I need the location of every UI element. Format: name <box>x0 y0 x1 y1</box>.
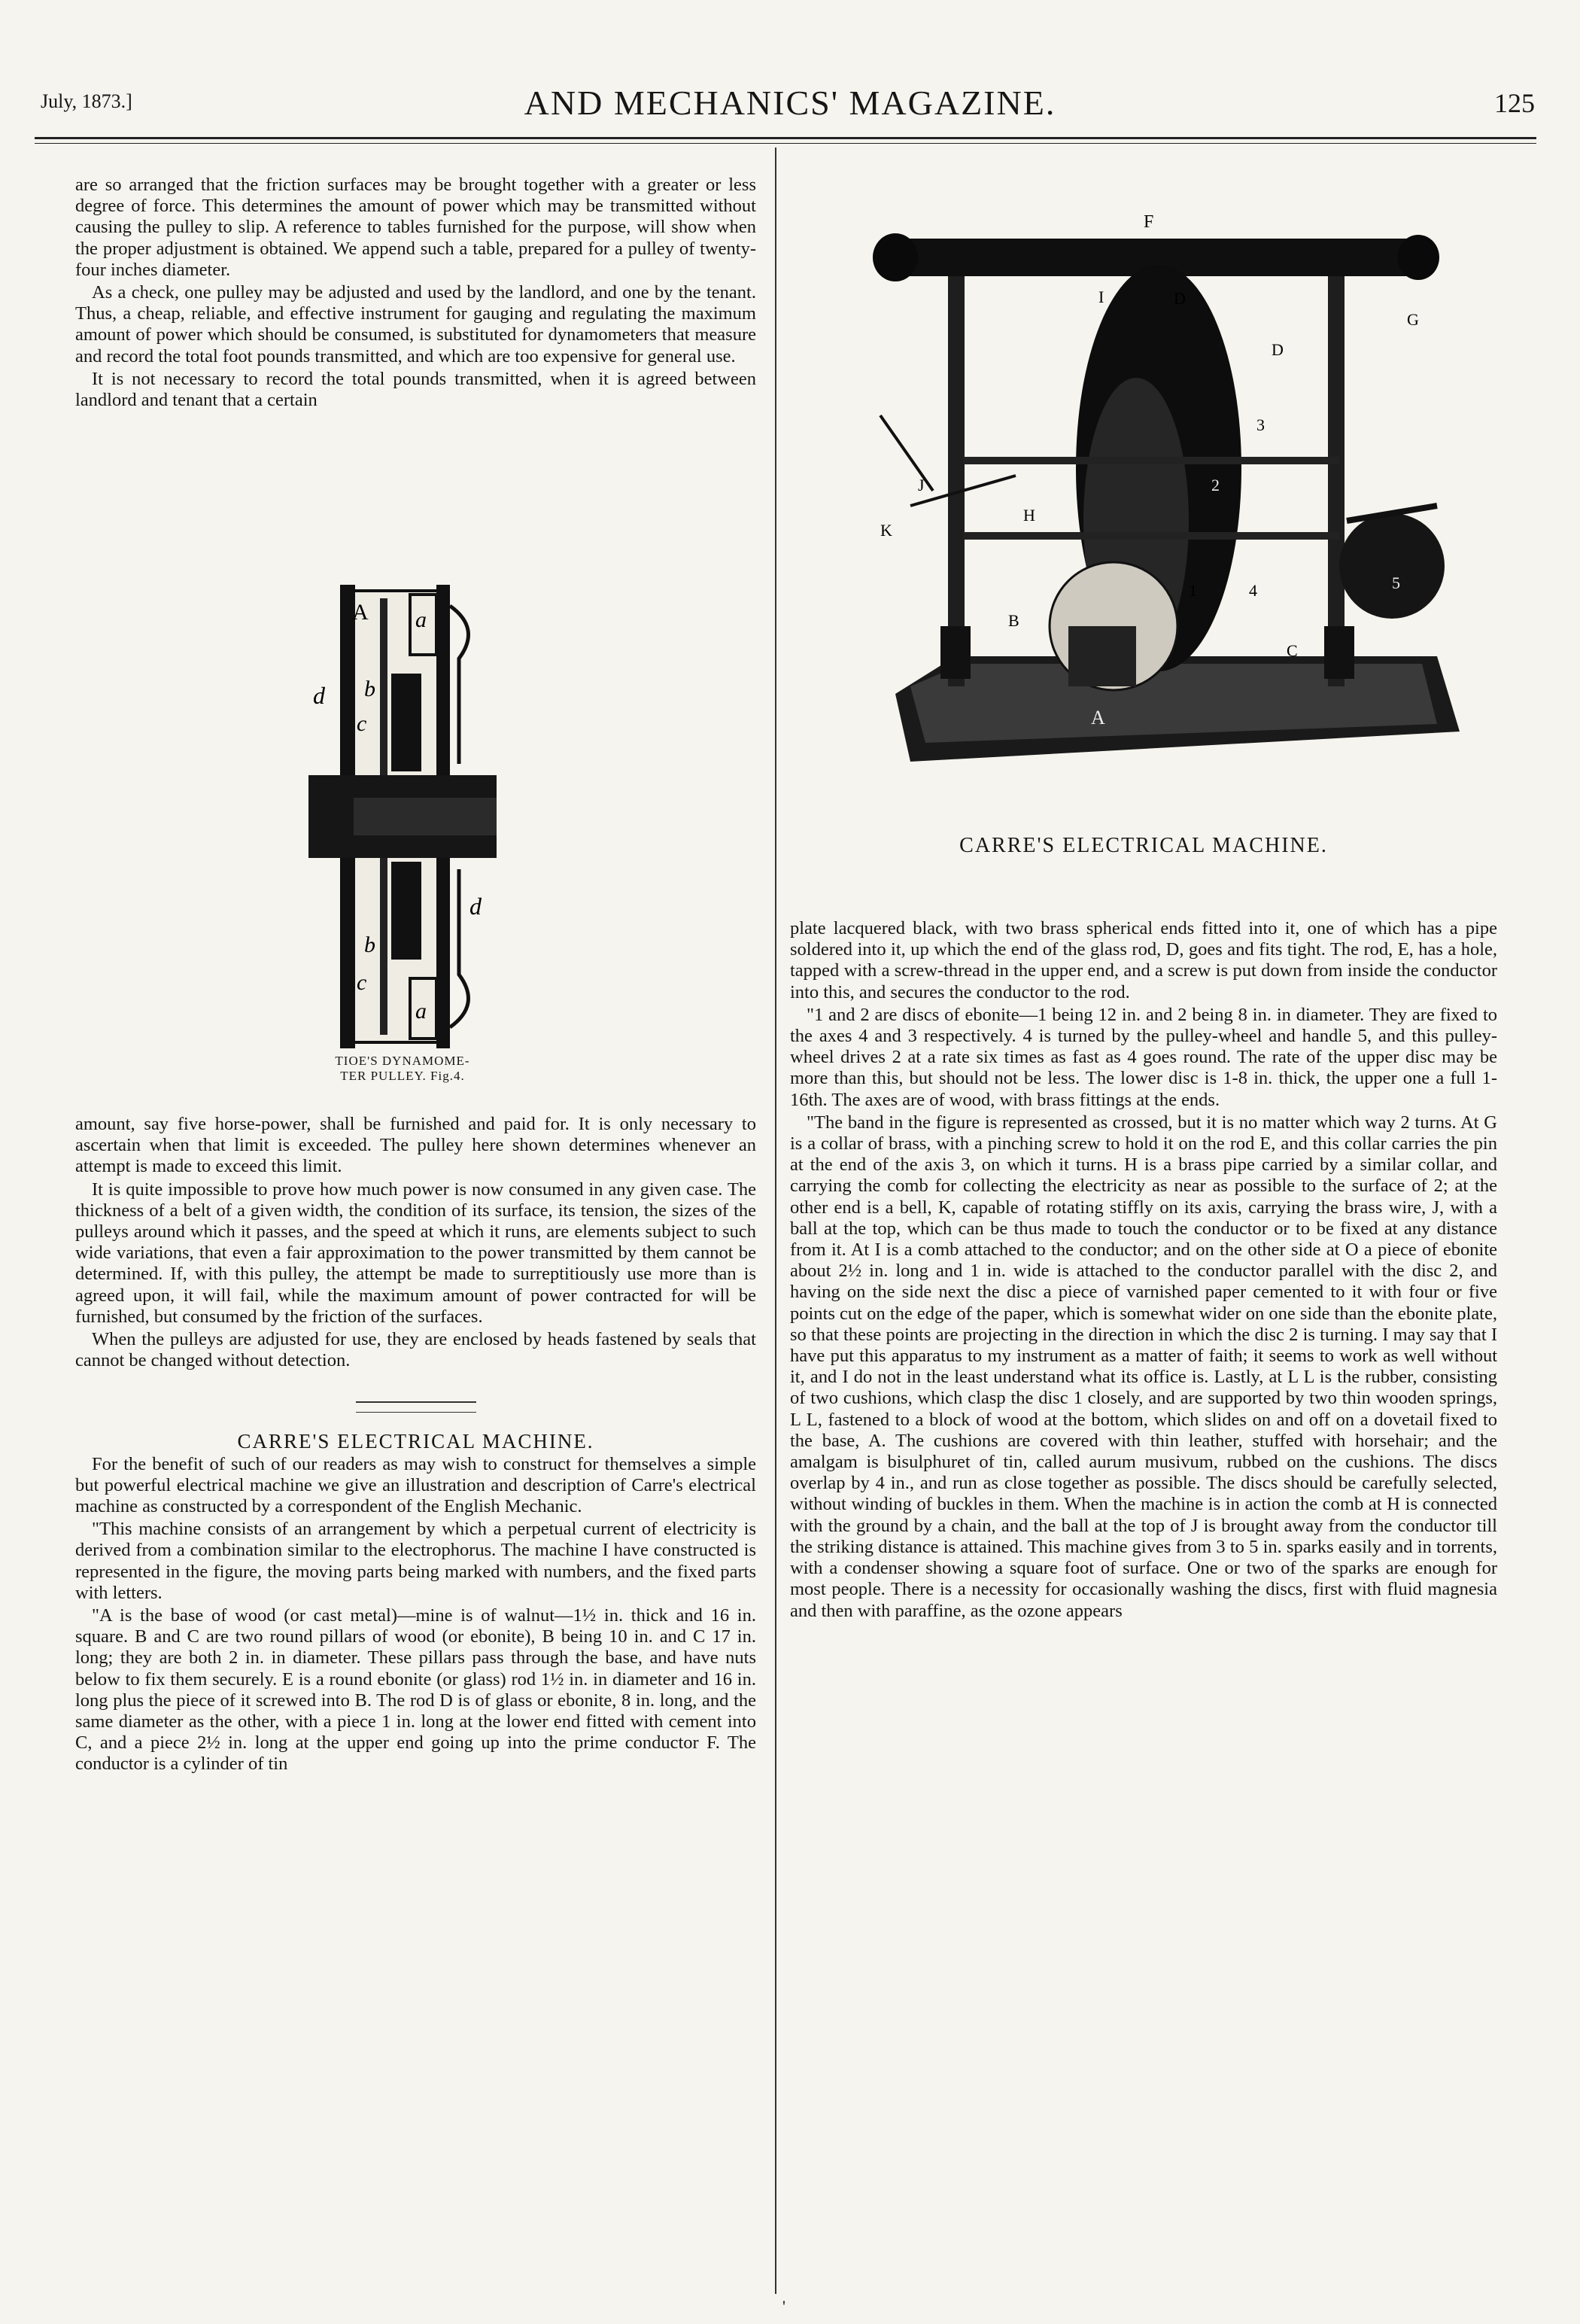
column-divider <box>775 148 776 2294</box>
machine-label-5: 5 <box>1392 573 1400 592</box>
dynamometer-pulley-figure <box>308 583 497 1050</box>
machine-label-G: G <box>1407 310 1419 329</box>
fig4-label-c: c <box>357 711 367 736</box>
page-number: 125 <box>1494 88 1535 118</box>
fig4-label-b: b <box>364 677 375 701</box>
machine-label-F: F <box>1144 212 1154 232</box>
header-rule <box>35 137 1536 139</box>
paragraph: "A is the base of wood (or cast metal)—mine is of walnut—1½ in. thick and 16 in. square. B and C are two round pillars of wood (or ebonite), B being 10 in. and C 17 in. long; they are both 2 in. in diameter. These pillars pass through the base, and have nuts below to fix them securely. E is a round ebonite (or glass) rod 1½ in. in diameter and 16 in. long plus the piece of it screwed into B. The rod D is of glass or ebonite, 8 in. long, and the same diameter as the other, with a piece 1 in. long at the lower end fitted with cement into C, and a piece 2½ in. long at the upper end going up into the prime conductor F. The conductor is a cylinder of tin <box>75 1605 756 1775</box>
running-title: AND MECHANICS' MAGAZINE. <box>524 84 1056 122</box>
fig4-label-b2: b <box>364 932 375 957</box>
machine-label-D: D <box>1174 289 1186 308</box>
page-header <box>0 0 1580 151</box>
paragraph: amount, say five horse-power, shall be furnished and paid for. It is only necessary to ascertain when that limit is exceeded. The pulley here shown determines whenever an attempt is made to exceed this limit. <box>75 1114 756 1177</box>
paragraph: It is not necessary to record the total pounds transmitted, when it is agreed between landlord and tenant that a certain <box>75 368 756 411</box>
left-column-top <box>75 175 756 412</box>
issue-date: July, 1873.] <box>41 90 132 112</box>
machine-label-C: C <box>1287 641 1298 660</box>
machine-label-K: K <box>880 521 892 540</box>
paragraph: As a check, one pulley may be adjusted and used by the landlord, and one by the tenant. Thus, a cheap, reliable, and effective instrument for gauging and regulating the maximum amount of power which should be consumed, is substituted for dynamometers that measure and record the total foot pounds transmitted, and which are too expensive for general use. <box>75 282 756 367</box>
fig4-label-a: a <box>415 607 427 632</box>
machine-label-J: J <box>918 476 925 494</box>
electrical-machine-illustration <box>865 205 1467 792</box>
machine-label-B: B <box>1008 611 1019 630</box>
paragraph: are so arranged that the friction surfaces may be brought together with a greater or less degree of force. This determines the amount of power which may be transmitted without causing the pulley to slip. A reference to tables furnished for the purpose, will show when the proper adjustment is obtained. We append such a table, prepared for a pulley of twenty-four inches diameter. <box>75 175 756 280</box>
machine-label-4: 4 <box>1249 581 1257 600</box>
machine-caption: CARRE'S ELECTRICAL MACHINE. <box>959 834 1328 857</box>
fig4-label-c2: c <box>357 970 367 995</box>
right-column <box>790 918 1497 1623</box>
section-ornament <box>356 1401 476 1413</box>
footer-mark: ' <box>782 2297 785 2316</box>
header-rule-thin <box>35 143 1536 144</box>
figure4-caption <box>271 1054 534 1084</box>
paragraph: plate lacquered black, with two brass spherical ends fitted into it, one of which has a pipe soldered into it, up which the end of the glass rod, D, goes and fits tight. The rod, E, has a hole, tapped with a screw-thread in the upper end, and a screw is put down from inside the conductor into this, and secures the conductor to the rod. <box>790 918 1497 1002</box>
fig4-label-A: A <box>352 600 369 625</box>
paragraph: It is quite impossible to prove how much power is now consumed in any given case. The thickness of a belt of a given width, the condition of its surface, its tension, the sizes of the pulleys around which it passes, and the speed at which it runs, are elements subject to such wide variations, that even a fair approximation to the power transmitted by them cannot be determined. If, with this pulley, the attempt be made to surreptitiously use more than is agreed upon, it will fail, while the maximum amount of power contracted for will be furnished, but consumed by the friction of the surfaces. <box>75 1179 756 1327</box>
machine-label-3: 3 <box>1256 415 1265 434</box>
paragraph: For the benefit of such of our readers as may wish to construct for themselves a simple but powerful electrical machine we give an illustration and description of Carre's electrical machine as constructed by a correspondent of the English Mechanic. <box>75 1453 756 1517</box>
machine-label-H: H <box>1023 506 1035 525</box>
paragraph: "This machine consists of an arrangement by which a perpetual current of electricity is derived from a combination similar to the electrophorus. The machine I have constructed is represented in the figure, the moving parts being marked with numbers, and the fixed parts with letters. <box>75 1519 756 1603</box>
fig4-label-d: d <box>313 682 325 709</box>
paragraph: "1 and 2 are discs of ebonite—1 being 12 in. and 2 being 8 in. in diameter. They are fixed to the axes 4 and 3 respectively. 4 is turned by the pulley-wheel and handle 5, and this pulley-wheel drives 2 at a rate six times as fast as 4 goes round. The rate of the upper disc may be more than this, but should not be less. The lower disc is 1-8 in. thick, the upper one a full 1-16th. The axes are of wood, with brass fittings at the ends. <box>790 1004 1497 1110</box>
left-column-bottom <box>75 1114 756 1777</box>
machine-label-A: A <box>1091 707 1105 729</box>
fig4-label-d2: d <box>469 893 482 920</box>
figure4-caption-line1: TIOE'S DYNAMOME- <box>335 1054 470 1068</box>
machine-label-I: I <box>1098 287 1104 306</box>
machine-label-2: 2 <box>1211 476 1220 494</box>
figure4-caption-line2: TER PULLEY. Fig.4. <box>340 1069 465 1083</box>
machine-label-1: 1 <box>1189 581 1197 600</box>
section-heading: CARRE'S ELECTRICAL MACHINE. <box>237 1430 594 1453</box>
fig4-label-a2: a <box>415 999 427 1024</box>
paragraph: When the pulleys are adjusted for use, they are enclosed by heads fastened by seals that cannot be changed without detection. <box>75 1329 756 1371</box>
machine-label-D2: D <box>1272 340 1284 359</box>
paragraph: "The band in the figure is represented as crossed, but it is no matter which way 2 turns. At G is a collar of brass, with a pinching screw to hold it on the rod E, and this collar carries the pin at the end of the axis 3, on which it turns. H is a brass pipe carried by a similar collar, and carrying the comb for collecting the electricity as near as possible to the surface of 2; at the other end is a bell, K, capable of rotating stiffly on its axis, carrying the brass wire, J, with a ball at the top, which can be thus made to touch the conductor or to be fixed at any distance from it. At I is a comb attached to the conductor; and on the other side at O a piece of ebonite about 2½ in. long and 1 in. wide is attached to the conductor parallel with the disc 2, and having on the side next the disc a piece of varnished paper cemented to it with four or five points cut on the edge of the paper, which is somewhat wider on one side than the ebonite plate, so that these points are projecting in the direction in which the disc 2 is turning. I may say that I have put this apparatus to my instrument as a matter of faith; it seems to work as well without it, and I do not in the least understand what its office is. Lastly, at L L is the rubber, consisting of two cushions, which clasp the disc 1 closely, and are supported by two thin wooden springs, L L, fastened to a block of wood at the bottom, which slides on and off on a dovetail fixed to the base, A. The cushions are covered with thin leather, stuffed with horsehair; and the amalgam is bisulphuret of tin, called aurum musivum, rubbed on the cushions. The discs overlap by 4 in., and run as close together as possible. The discs should be carefully selected, without winding of buckles in them. When the machine is in action the comb at H is connected with the ground by a chain, and the ball at the top of J is brought away from the conductor till the striking distance is attained. This machine gives from 3 to 5 in. sparks easily and in torrents, with a condenser showing a square foot of surface. One or two of the sparks are enough for most people. There is a necessity for occasionally washing the discs, first with fluid magnesia and then with paraffine, as the ozone appears <box>790 1112 1497 1621</box>
